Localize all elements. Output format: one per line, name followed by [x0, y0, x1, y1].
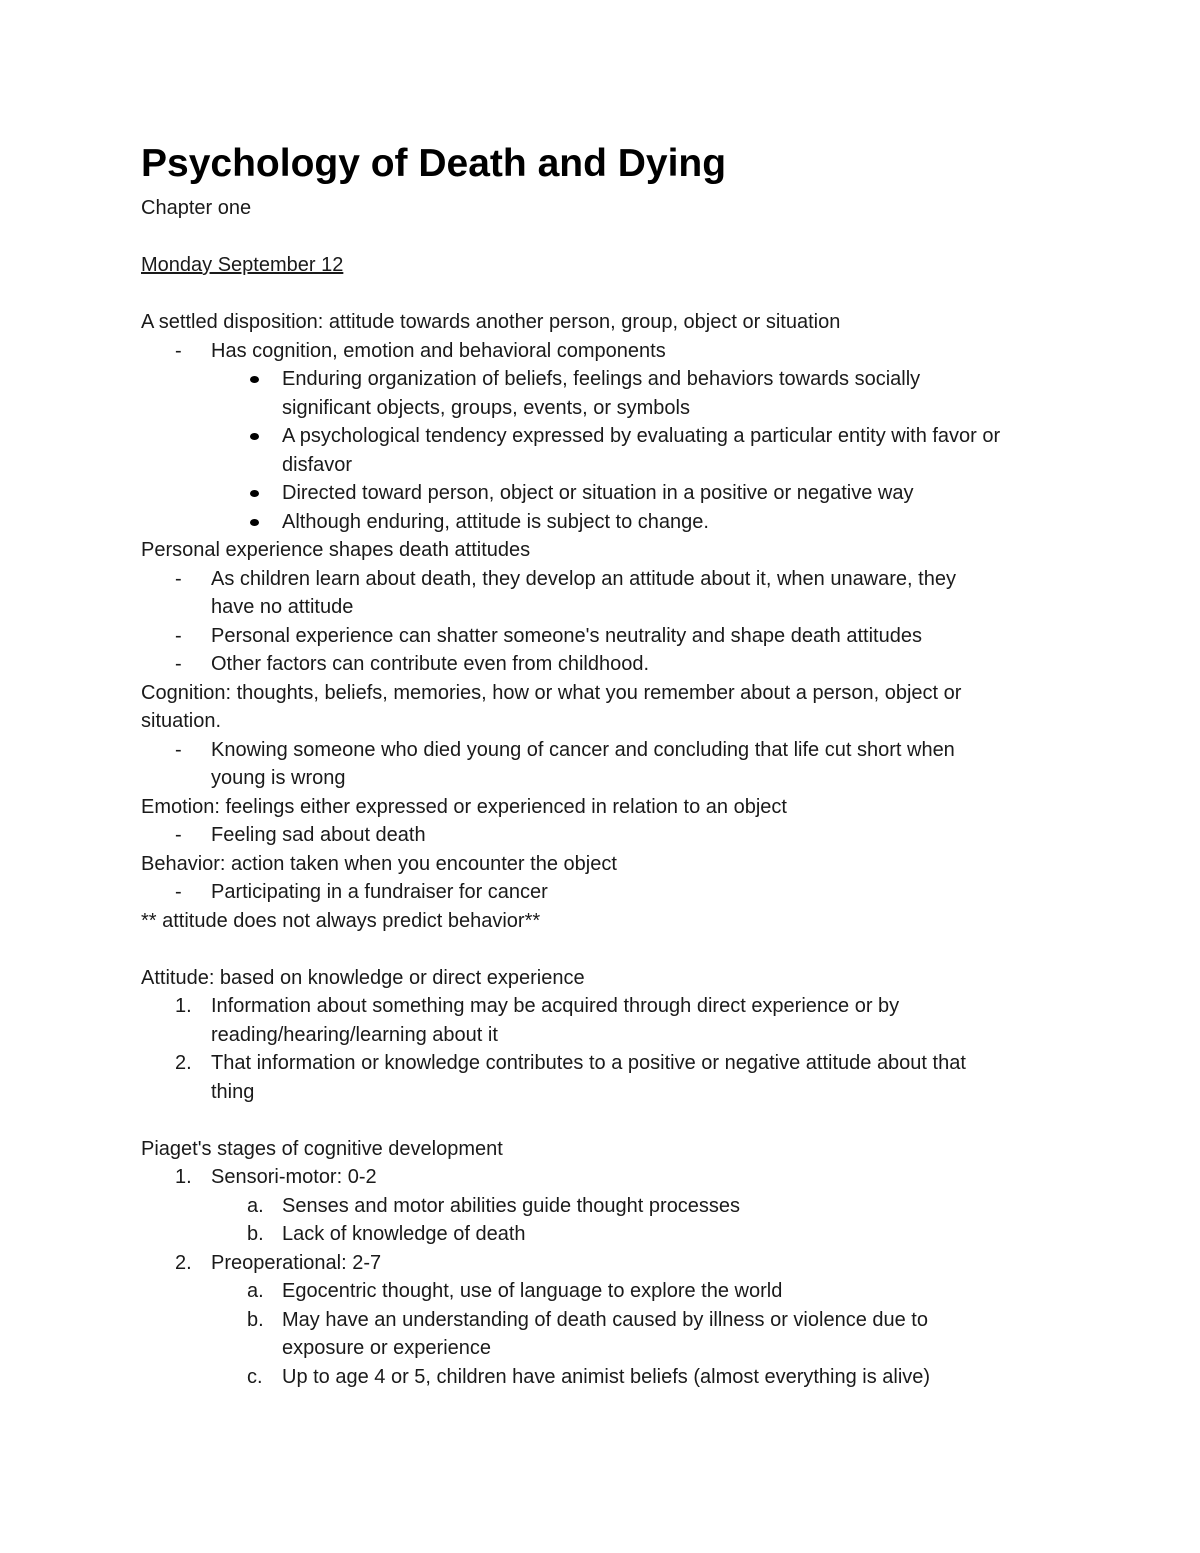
blank-line: [141, 223, 1071, 252]
list-item: [141, 1220, 1071, 1249]
document-title: Psychology of Death and Dying: [141, 142, 727, 185]
section-emotion: Emotion: feelings either expressed or experienced in relation to an object: [141, 795, 787, 818]
blank-line: [141, 935, 1071, 964]
list-item-text: significant objects, groups, events, or symbols: [282, 396, 690, 419]
list-item-text: young is wrong: [211, 767, 346, 789]
list-item-continuation: [141, 1334, 1071, 1363]
section-cognition-continuation: situation.: [141, 710, 222, 732]
list-item-text: May have an understanding of death caused by illness or violence due to: [282, 1308, 928, 1331]
list-item-continuation: [141, 1021, 1071, 1050]
list-item-continuation: [141, 764, 1071, 793]
list-item-continuation: [141, 1078, 1071, 1107]
letter-marker: b.: [247, 1223, 264, 1245]
list-item: [141, 337, 1071, 366]
list-item-text: Directed toward person, object or situation in a positive or negative way: [282, 482, 914, 504]
number-marker: 1.: [175, 1166, 192, 1188]
list-item-continuation: [141, 394, 1071, 423]
list-item-text: Egocentric thought, use of language to explore the world: [282, 1280, 783, 1302]
number-marker: 2.: [175, 1052, 192, 1074]
chapter-subtitle: Chapter one: [141, 197, 252, 219]
list-item-text: Has cognition, emotion and behavioral components: [211, 339, 666, 362]
bullet-dot-icon: [250, 519, 259, 526]
list-item: [141, 508, 1071, 537]
letter-marker: a.: [247, 1194, 264, 1217]
list-item-text: Preoperational: 2-7: [211, 1251, 382, 1274]
list-item: [141, 992, 1071, 1021]
list-item-text: Information about something may be acquired through direct experience or by: [211, 995, 900, 1017]
emphasis-note: ** attitude does not always predict behavior**: [141, 909, 541, 932]
blank-line: [141, 280, 1071, 309]
section-piaget-stages: Piaget's stages of cognitive development: [141, 1137, 503, 1160]
number-marker: 1.: [175, 995, 192, 1017]
bullet-dot-icon: [250, 376, 259, 383]
list-item: [141, 1049, 1071, 1078]
section-behavior: Behavior: action taken when you encounter the object: [141, 852, 617, 875]
list-item-text: Lack of knowledge of death: [282, 1223, 526, 1245]
list-item-text: Personal experience can shatter someone's neutrality and shape death attitudes: [211, 624, 922, 647]
dash-marker: -: [175, 881, 182, 903]
list-item-continuation: [141, 451, 1071, 480]
list-item: [141, 1306, 1071, 1335]
dash-marker: -: [175, 824, 182, 846]
list-item-text: As children learn about death, they develop an attitude about it, when unaware, they: [211, 567, 956, 590]
list-item: [141, 821, 1071, 850]
list-item-text: Up to age 4 or 5, children have animist beliefs (almost everything is alive): [282, 1365, 931, 1388]
dash-marker: -: [175, 624, 182, 647]
dash-marker: -: [175, 653, 182, 675]
list-item-text: A psychological tendency expressed by evaluating a particular entity with favor or: [282, 425, 1001, 447]
section-cognition: Cognition: thoughts, beliefs, memories, how or what you remember about a person, object or: [141, 681, 962, 704]
list-item-text: Feeling sad about death: [211, 824, 426, 846]
letter-marker: b.: [247, 1308, 264, 1331]
section-personal-experience: Personal experience shapes death attitudes: [141, 539, 531, 561]
dash-marker: -: [175, 738, 182, 761]
list-item-text: Knowing someone who died young of cancer and concluding that life cut short when: [211, 738, 955, 761]
list-item-text: exposure or experience: [282, 1337, 492, 1359]
section-attitude-knowledge: Attitude: based on knowledge or direct experience: [141, 966, 585, 989]
list-item-text: have no attitude: [211, 596, 354, 618]
list-item: [141, 565, 1071, 594]
list-item: [141, 622, 1071, 651]
list-item-text: disfavor: [282, 453, 353, 476]
list-item-text: thing: [211, 1080, 255, 1103]
list-item-continuation: [141, 593, 1071, 622]
bullet-dot-icon: [250, 490, 259, 497]
list-item: [141, 1163, 1071, 1192]
list-item: [141, 422, 1071, 451]
list-item-text: Although enduring, attitude is subject to change.: [282, 510, 709, 533]
lecture-date: Monday September 12: [141, 254, 344, 276]
list-item: [141, 1277, 1071, 1306]
letter-marker: a.: [247, 1280, 264, 1302]
list-item: [141, 1363, 1071, 1392]
list-item: [141, 650, 1071, 679]
list-item: [141, 878, 1071, 907]
list-item-text: Participating in a fundraiser for cancer: [211, 881, 548, 903]
list-item-text: Senses and motor abilities guide thought processes: [282, 1194, 741, 1217]
document-page: [141, 140, 1071, 1391]
list-item-text: Sensori-motor: 0-2: [211, 1166, 377, 1188]
dash-marker: -: [175, 567, 182, 590]
number-marker: 2.: [175, 1251, 192, 1274]
list-item-text: reading/hearing/learning about it: [211, 1023, 498, 1046]
list-item-text: Other factors can contribute even from childhood.: [211, 653, 650, 675]
list-item: [141, 1249, 1071, 1278]
bullet-dot-icon: [250, 433, 259, 440]
letter-marker: c.: [247, 1365, 263, 1388]
section-attitude-definition: A settled disposition: attitude towards another person, group, object or situation: [141, 311, 841, 333]
list-item-text: Enduring organization of beliefs, feelings and behaviors towards socially: [282, 368, 921, 390]
list-item-text: That information or knowledge contributes to a positive or negative attitude about that: [211, 1052, 966, 1074]
list-item: [141, 365, 1071, 394]
blank-line: [141, 1106, 1071, 1135]
list-item: [141, 479, 1071, 508]
list-item: [141, 736, 1071, 765]
list-item: [141, 1192, 1071, 1221]
dash-marker: -: [175, 339, 182, 362]
